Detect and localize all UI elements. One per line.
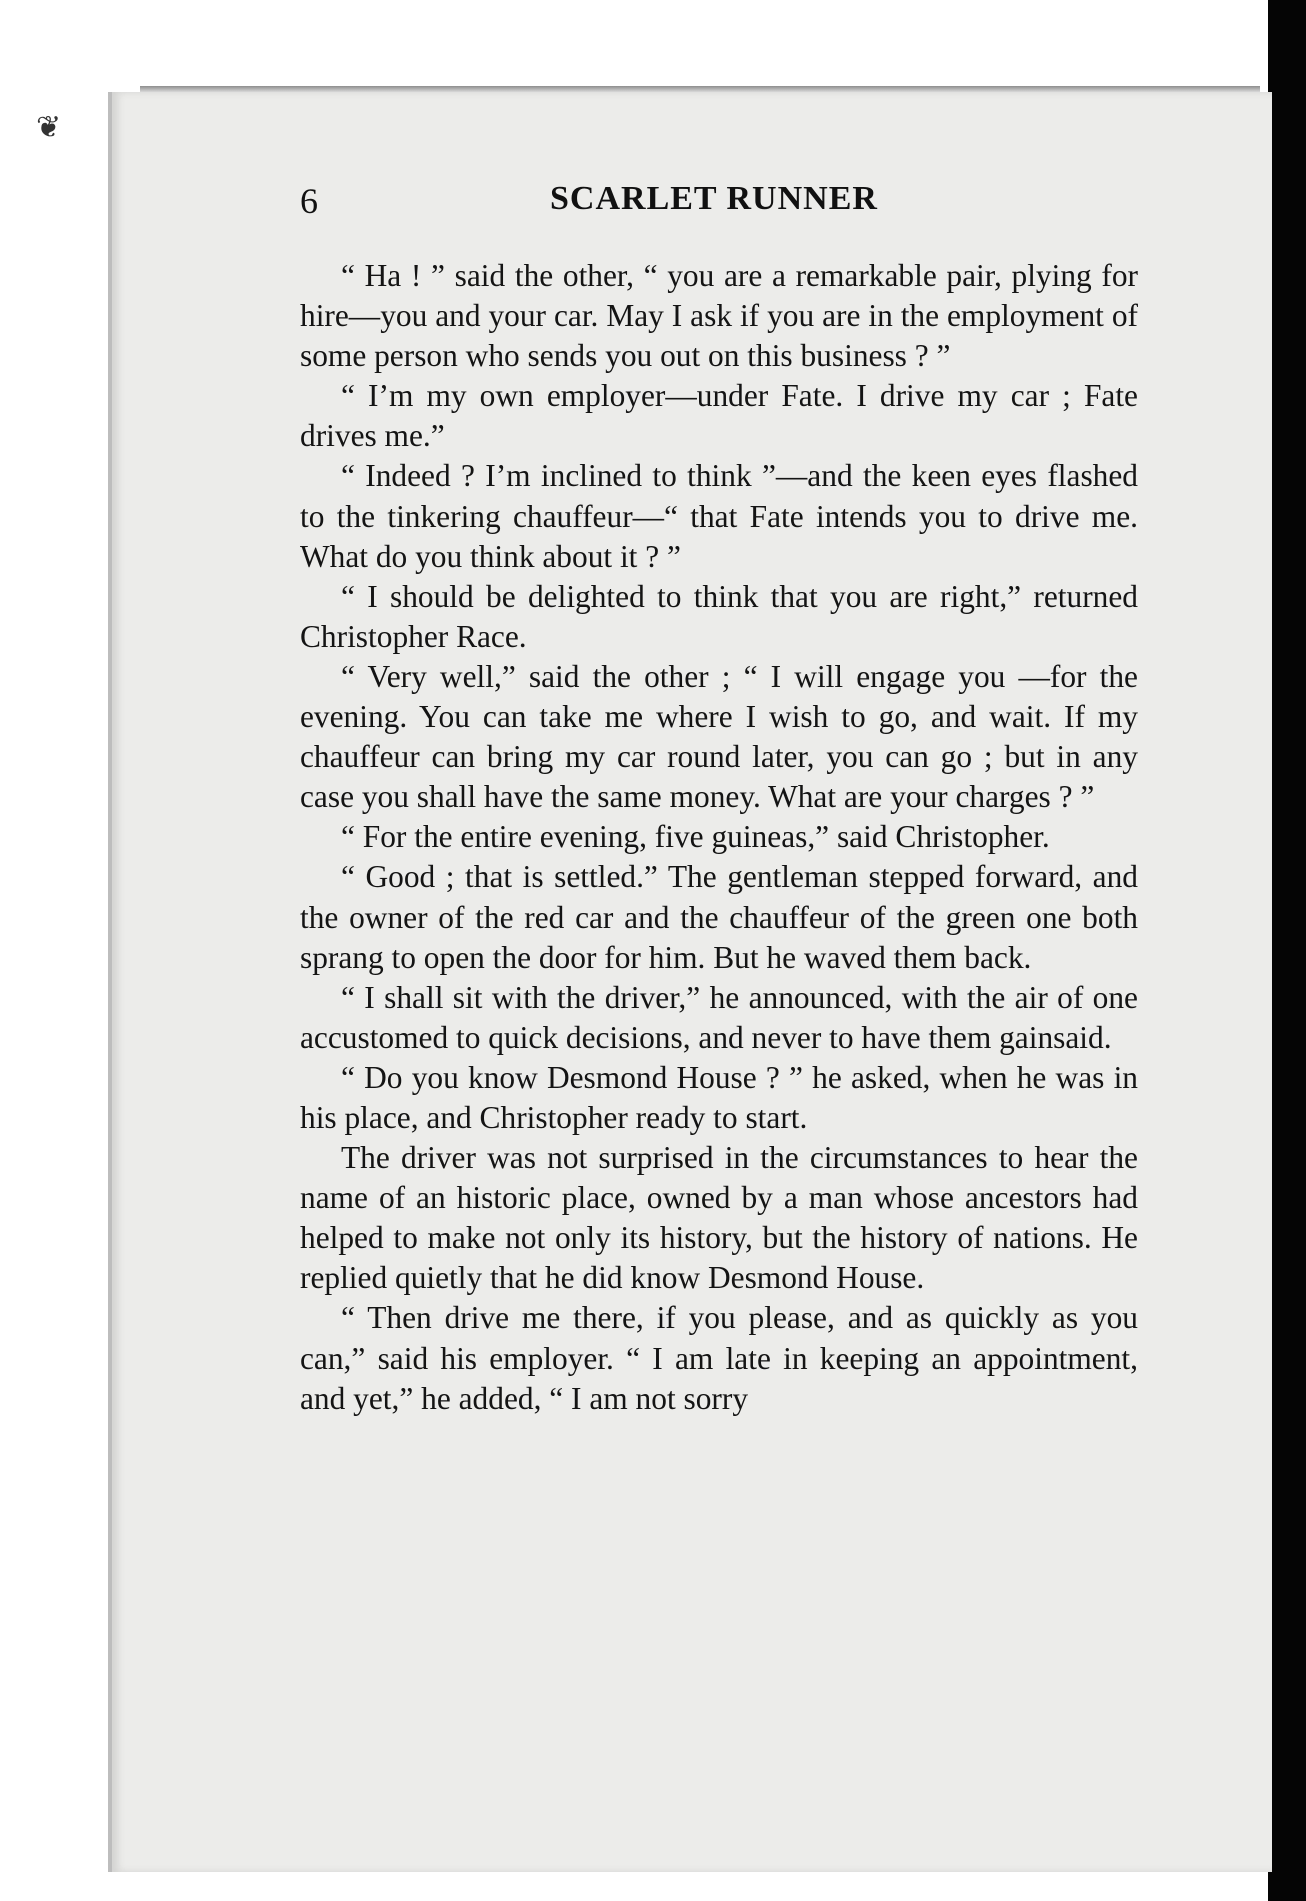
paragraph: “ Do you know Desmond House ? ” he asked, when he was in his place, and Christopher ready to start.	[300, 1059, 1138, 1135]
paragraph: “ I’m my own employer—under Fate. I drive my car ; Fate drives me.”	[300, 378, 1138, 454]
page-number: 6	[300, 181, 318, 221]
paragraph: “ Good ; that is settled.” The gentleman stepped forward, and the owner of the red car and the chauffeur of the green one both sprang to open the door for him. But he waved them back.	[300, 859, 1138, 975]
paragraph: “ I shall sit with the driver,” he announced, with the air of one accustomed to quick decisions, and never to have them gainsaid.	[300, 979, 1138, 1055]
paragraph: “ Ha ! ” said the other, “ you are a remarkable pair, plying for hire—you and your car. May I ask if you are in the employment of some person who sends you out on this business ? ”	[300, 258, 1138, 374]
paragraph: The driver was not surprised in the circumstances to hear the name of an historic place, owned by a man whose ancestors had helped to make not only its history, but the history of nations. He replied quietly that he did know Desmond House.	[300, 1140, 1138, 1296]
paragraph: “ For the entire evening, five guineas,” said Christopher.	[341, 819, 1050, 855]
scan-left-margin	[0, 0, 108, 1901]
paragraph: “ Then drive me there, if you please, and as quickly as you can,” said his employer. “ I am late in keeping an appointment, and yet,” he added, “ I am not sorry	[300, 1300, 1138, 1416]
paragraph: “ Very well,” said the other ; “ I will engage you —for the evening. You can take me where I wish to go, and wait. If my chauffeur can bring my car round later, you can go ; but in any case you shall have the same money. What are your charges ? ”	[300, 658, 1138, 815]
body-text	[300, 256, 1138, 1419]
paragraph: “ I should be delighted to think that you are right,” returned Christopher Race.	[300, 578, 1138, 654]
scan-smudge: ❦	[36, 111, 62, 144]
scan-right-border	[1268, 0, 1306, 1901]
paragraph: “ Indeed ? I’m inclined to think ”—and the keen eyes flashed to the tinkering chauffeur—“ that Fate intends you to drive me. What do you think about it ? ”	[300, 458, 1138, 574]
page-header	[300, 180, 1140, 230]
running-title: SCARLET RUNNER	[550, 180, 878, 217]
